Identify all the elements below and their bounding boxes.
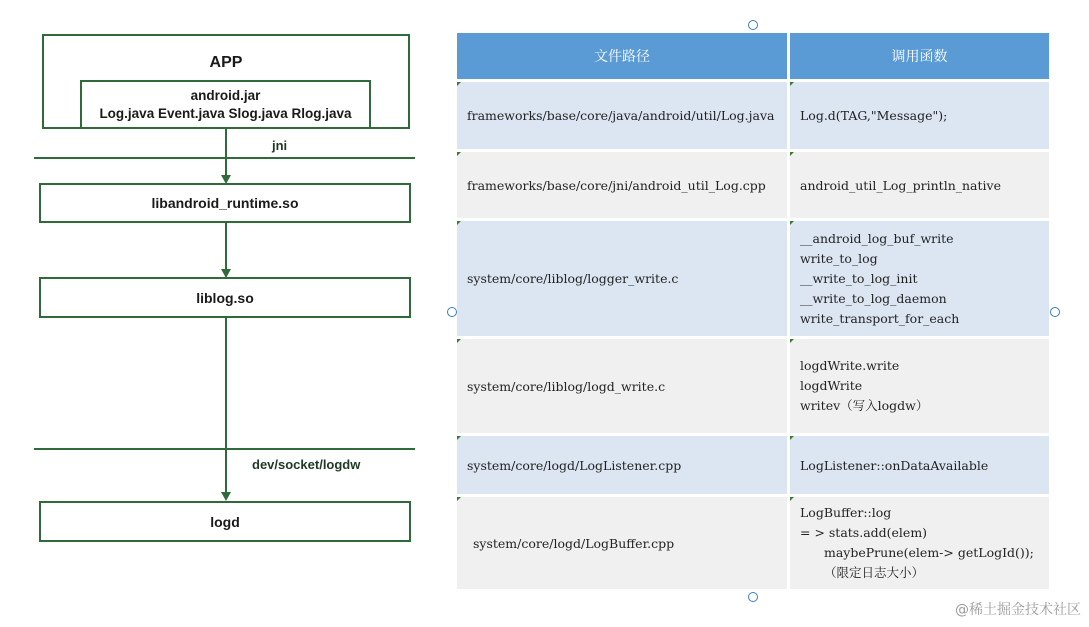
connector-liblog-logd bbox=[225, 318, 227, 494]
row-path-cell bbox=[457, 497, 787, 589]
row-path: frameworks/base/core/jni/android_util_Log.cpp bbox=[467, 177, 766, 193]
connector-app-runtime bbox=[225, 129, 227, 177]
table-header-row bbox=[457, 33, 1049, 79]
row-func-cell bbox=[790, 497, 1049, 589]
header-function: 调用函数 bbox=[790, 33, 1049, 79]
logd-label: logd bbox=[210, 513, 240, 530]
row-func: __write_to_log_daemon bbox=[800, 290, 947, 306]
row-func-cell bbox=[790, 82, 1049, 149]
row-func: __write_to_log_init bbox=[800, 270, 918, 286]
selection-handle-bottom[interactable] bbox=[748, 592, 758, 602]
row-func: write_transport_for_each bbox=[800, 310, 960, 326]
row-path: system/core/liblog/logd_write.c bbox=[467, 378, 666, 394]
call-table bbox=[457, 33, 1049, 592]
row-func-cell bbox=[790, 152, 1049, 218]
header-file-path: 文件路径 bbox=[457, 33, 787, 79]
android-jar-box bbox=[80, 80, 371, 129]
row-path-cell bbox=[457, 436, 787, 494]
connector-runtime-liblog bbox=[225, 223, 227, 271]
row-func: writev（写入logdw） bbox=[800, 398, 929, 413]
row-path-cell bbox=[457, 339, 787, 433]
row-path: system/core/logd/LogListener.cpp bbox=[467, 457, 682, 473]
table-row bbox=[457, 339, 1049, 433]
row-func: __android_log_buf_write bbox=[800, 230, 954, 246]
row-func: logdWrite.write bbox=[800, 358, 900, 373]
row-func: android_util_Log_println_native bbox=[800, 177, 1001, 193]
arrow-to-logd bbox=[221, 492, 231, 501]
jni-label: jni bbox=[272, 138, 288, 153]
libandroid-runtime-box bbox=[39, 183, 411, 223]
selection-handle-left[interactable] bbox=[447, 307, 457, 317]
row-func: Log.d(TAG,"Message"); bbox=[800, 108, 948, 123]
watermark: @稀土掘金技术社区 bbox=[955, 602, 1081, 618]
table-row bbox=[457, 436, 1049, 494]
socket-boundary-line bbox=[34, 448, 415, 450]
row-func: maybePrune(elem-> getLogId()); bbox=[824, 545, 1034, 560]
libandroid-runtime-label: libandroid_runtime.so bbox=[151, 195, 299, 211]
table-row bbox=[457, 221, 1049, 336]
row-path-cell bbox=[457, 221, 787, 336]
selection-handle-right[interactable] bbox=[1050, 307, 1060, 317]
row-func: LogBuffer::log bbox=[800, 505, 892, 520]
table-row bbox=[457, 152, 1049, 218]
row-func: = > stats.add(elem) bbox=[800, 525, 928, 540]
app-title: APP bbox=[209, 54, 243, 71]
row-path-cell bbox=[457, 82, 787, 149]
row-func-cell bbox=[790, 339, 1049, 433]
java-files-label: Log.java Event.java Slog.java Rlog.java bbox=[99, 105, 352, 121]
liblog-box bbox=[39, 277, 411, 318]
row-path: frameworks/base/core/java/android/util/Log.java bbox=[467, 108, 775, 123]
row-func: （限定日志大小） bbox=[824, 565, 925, 580]
row-func-cell bbox=[790, 436, 1049, 494]
selection-handle-top[interactable] bbox=[748, 20, 758, 30]
row-path-cell bbox=[457, 152, 787, 218]
liblog-label: liblog.so bbox=[196, 289, 254, 306]
socket-label: dev/socket/logdw bbox=[252, 457, 361, 472]
logd-box bbox=[39, 501, 411, 542]
row-func: write_to_log bbox=[800, 250, 878, 266]
jni-boundary-line bbox=[34, 157, 415, 159]
android-jar-label: android.jar bbox=[190, 87, 261, 103]
row-path: system/core/logd/LogBuffer.cpp bbox=[473, 535, 675, 551]
row-path: system/core/liblog/logger_write.c bbox=[467, 271, 679, 286]
table-row bbox=[457, 82, 1049, 149]
table-row bbox=[457, 497, 1049, 589]
row-func: logdWrite bbox=[800, 378, 863, 393]
row-func-cell bbox=[790, 221, 1049, 336]
row-func: LogListener::onDataAvailable bbox=[800, 457, 989, 473]
